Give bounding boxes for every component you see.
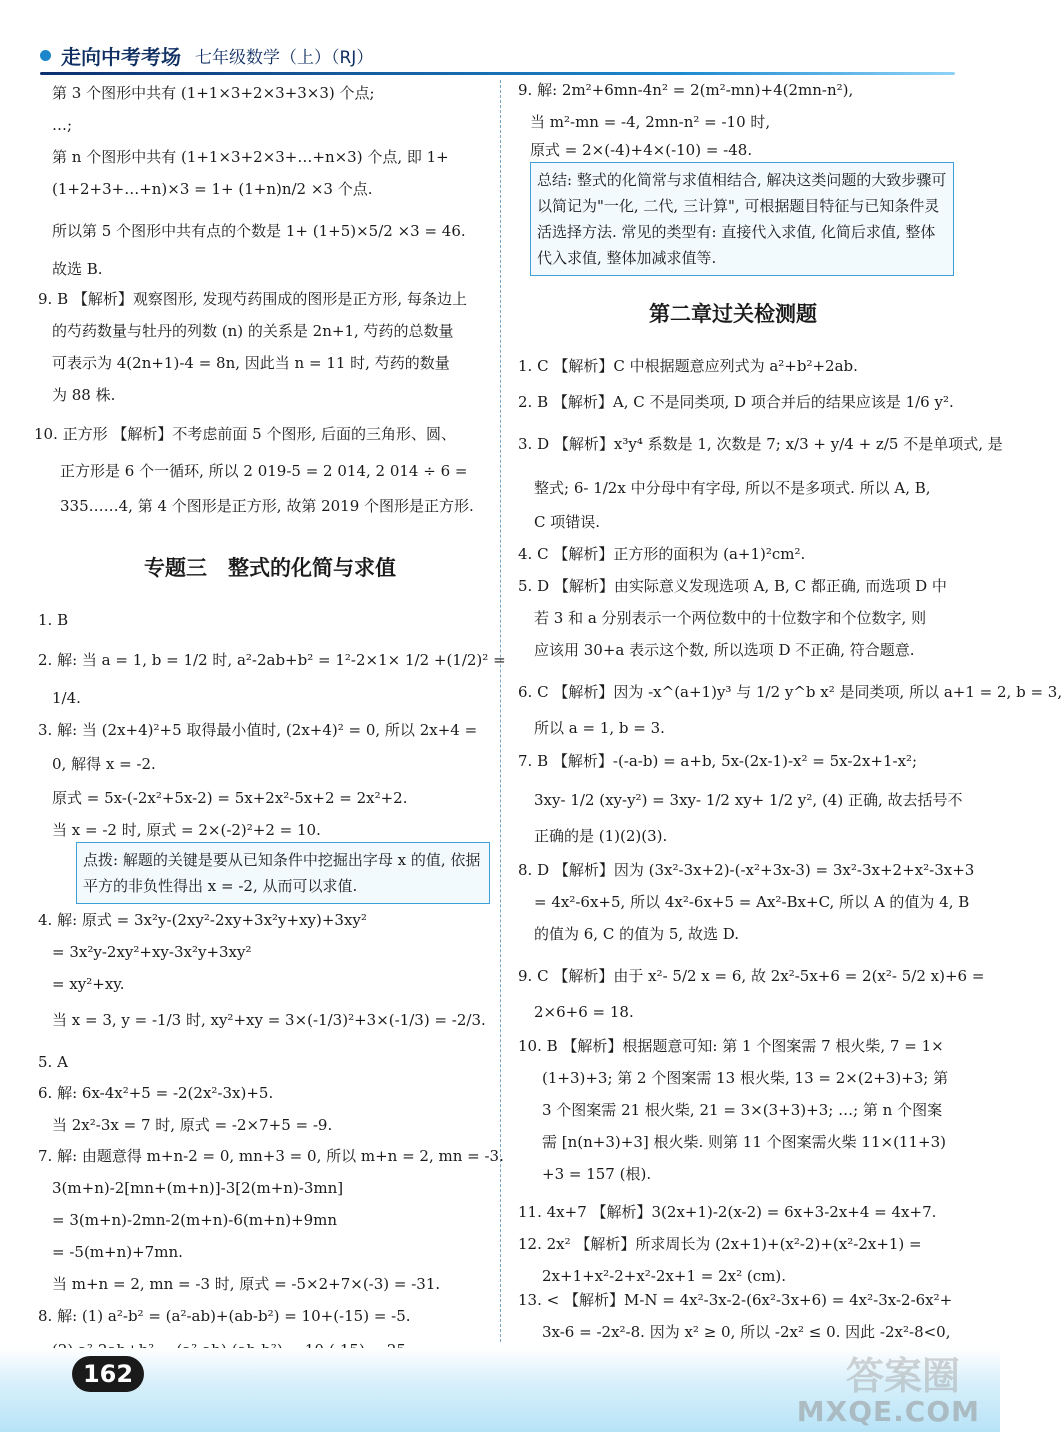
text-line: 应该用 30+a 表示这个数, 所以选项 D 不正确, 符合题意. (534, 641, 915, 659)
text-line: 6. 解: 6x-4x²+5 = -2(2x²-3x)+5. (38, 1084, 274, 1102)
text-line: C 项错误. (534, 513, 601, 531)
text-line: 9. C 【解析】由于 x²- 5/2 x = 6, 故 2x²-5x+6 = 2(x²- 5/2 x)+6 = (518, 967, 985, 985)
text-line: (1+3)+3; 第 2 个图案需 13 根火柴, 13 = 2×(2+3)+3; 第 (542, 1069, 949, 1087)
text-line: 3xy- 1/2 (xy-y²) = 3xy- 1/2 xy+ 1/2 y², (4) 正确, 故去括号不 (534, 791, 963, 809)
text-line: 原式 = 5x-(-2x²+5x-2) = 5x+2x²-5x+2 = 2x²+2. (52, 789, 408, 807)
text-line: 的值为 6, C 的值为 5, 故选 D. (534, 925, 739, 943)
page-header (40, 38, 960, 72)
text-line: 2x+1+x²-2+x²-2x+1 = 2x² (cm). (542, 1267, 786, 1285)
text-line: 8. 解: (1) a²-b² = (a²-ab)+(ab-b²) = 10+(-15) = -5. (38, 1307, 411, 1325)
section-heading: 第二章过关检测题 (649, 302, 817, 326)
text-line: 8. D 【解析】因为 (3x²-3x+2)-(-x²+3x-3) = 3x²-3x+2+x²-3x+3 (518, 861, 975, 879)
text-line: 4. C 【解析】正方形的面积为 (a+1)²cm². (518, 545, 806, 563)
text-line: 1/4. (52, 689, 81, 707)
text-line: 10. 正方形 【解析】不考虑前面 5 个图形, 后面的三角形、圆、 (34, 425, 457, 443)
text-line: = -5(m+n)+7mn. (52, 1243, 183, 1261)
text-line: 11. 4x+7 【解析】3(2x+1)-2(x-2) = 6x+3-2x+4 = 4x+7. (518, 1203, 937, 1221)
text-line: 需 [n(n+3)+3] 根火柴. 则第 11 个图案需火柴 11×(11+3) (542, 1133, 946, 1151)
book-title: 七年级数学（上）（RJ） (195, 47, 374, 68)
text-line: 为 88 株. (52, 386, 116, 404)
text-line: 故选 B. (52, 260, 103, 278)
text-line: 3(m+n)-2[mn+(m+n)]-3[2(m+n)-3mn] (52, 1179, 344, 1197)
text-line: 1. B (38, 611, 69, 629)
series-title: 走向中考考场 (61, 44, 181, 69)
bullet-icon (40, 50, 51, 61)
text-line: 第 3 个图形中共有 (1+1×3+2×3+3×3) 个点; (52, 84, 375, 102)
text-line: 2×6+6 = 18. (534, 1003, 634, 1021)
text-line: 9. 解: 2m²+6mn-4n² = 2(m²-mn)+4(2mn-n²), (518, 81, 854, 99)
text-line: 所以第 5 个图形中共有点的个数是 1+ (1+5)×5/2 ×3 = 46. (52, 222, 466, 240)
text-line: 2. 解: 当 a = 1, b = 1/2 时, a²-2ab+b² = 1²-2×1× 1/2 +(1/2)² = (38, 651, 506, 669)
text-line: 5. D 【解析】由实际意义发现选项 A, B, C 都正确, 而选项 D 中 (518, 577, 947, 595)
text-line: 7. B 【解析】-(-a-b) = a+b, 5x-(2x-1)-x² = 5x-2x+1-x²; (518, 752, 918, 770)
section-heading: 专题三 整式的化简与求值 (144, 556, 396, 580)
text-line: 4. 解: 原式 = 3x²y-(2xy²-2xy+3x²y+xy)+3xy² (38, 911, 367, 929)
text-line: …; (52, 116, 73, 134)
text-line: 正确的是 (1)(2)(3). (534, 827, 668, 845)
text-line: 3 个图案需 21 根火柴, 21 = 3×(3+3)+3; …; 第 n 个图案 (542, 1101, 943, 1119)
tip-box (76, 842, 490, 904)
text-line: 5. A (38, 1053, 68, 1071)
text-line: = 3(m+n)-2mn-2(m+n)-6(m+n)+9mn (52, 1211, 338, 1229)
text-line: 当 m²-mn = -4, 2mn-n² = -10 时, (530, 113, 771, 131)
text-line: = 3x²y-2xy²+xy-3x²y+3xy² (52, 943, 252, 961)
text-line: 1. C 【解析】C 中根据题意应列式为 a²+b²+2ab. (518, 357, 858, 375)
text-line: 7. 解: 由题意得 m+n-2 = 0, mn+3 = 0, 所以 m+n = 2, mn = -3. (38, 1147, 504, 1165)
text-line: (1+2+3+…+n)×3 = 1+ (1+n)n/2 ×3 个点. (52, 180, 373, 198)
text-line: 2. B 【解析】A, C 不是同类项, D 项合并后的结果应该是 1/6 y². (518, 393, 954, 411)
text-line: 12. 2x² 【解析】所求周长为 (2x+1)+(x²-2)+(x²-2x+1) = (518, 1235, 922, 1253)
text-line: 整式; 6- 1/2x 中分母中有字母, 所以不是多项式. 所以 A, B, (534, 479, 931, 497)
header-rule (40, 72, 955, 75)
text-line: 当 x = 3, y = -1/3 时, xy²+xy = 3×(-1/3)²+3×(-1/3) = -2/3. (52, 1011, 486, 1029)
watermark-logo: 答案圈 (845, 1354, 960, 1398)
text-line: 正方形是 6 个一循环, 所以 2 019-5 = 2 014, 2 014 ÷ 6 = (60, 462, 468, 480)
summary-text: 总结: 整式的化简常与求值相结合, 解决这类问题的大致步骤可以简记为"一化, 二代, 三计算", 可根据题目特征与已知条件灵活选择方法. 常见的类型有: 直接代入求值, 化简后求值, 整体代入求值, 整体加减求值等. (537, 171, 947, 267)
text-line: 所以 a = 1, b = 3. (534, 719, 665, 737)
text-line: 原式 = 2×(-4)+4×(-10) = -48. (530, 141, 753, 159)
text-line: 3. 解: 当 (2x+4)²+5 取得最小值时, (2x+4)² = 0, 所以 2x+4 = (38, 721, 478, 739)
summary-box (530, 162, 954, 276)
text-line: 3. D 【解析】x³y⁴ 系数是 1, 次数是 7; x/3 + y/4 + z/5 不是单项式, 是 (518, 435, 1003, 453)
text-line: 当 2x²-3x = 7 时, 原式 = -2×7+5 = -9. (52, 1116, 333, 1134)
text-line: 当 m+n = 2, mn = -3 时, 原式 = -5×2+7×(-3) = -31. (52, 1275, 441, 1293)
text-line: = 4x²-6x+5, 所以 4x²-6x+5 = Ax²-Bx+C, 所以 A 的值为 4, B (534, 893, 970, 911)
text-line: 的芍药数量与牡丹的列数 (n) 的关系是 2n+1, 芍药的总数量 (52, 322, 454, 340)
text-line: +3 = 157 (根). (542, 1165, 652, 1183)
text-line: 13. < 【解析】M-N = 4x²-3x-2-(6x²-3x+6) = 4x²-3x-2-6x²+ (518, 1291, 953, 1309)
text-line: 第 n 个图形中共有 (1+1×3+2×3+…+n×3) 个点, 即 1+ (52, 148, 449, 166)
text-line: 若 3 和 a 分别表示一个两位数中的十位数字和个位数字, 则 (534, 609, 927, 627)
text-line: 3x-6 = -2x²-8. 因为 x² ≥ 0, 所以 -2x² ≤ 0. 因此 -2x²-8<0, (542, 1323, 951, 1341)
text-line: 当 x = -2 时, 原式 = 2×(-2)²+2 = 10. (52, 821, 321, 839)
text-line: 可表示为 4(2n+1)-4 = 8n, 因此当 n = 11 时, 芍药的数量 (52, 354, 450, 372)
page-number: 162 (72, 1356, 144, 1392)
text-line: 0, 解得 x = -2. (52, 755, 156, 773)
watermark-url: MXQE.COM (796, 1395, 980, 1428)
text-line: 10. B 【解析】根据题意可知: 第 1 个图案需 7 根火柴, 7 = 1× (518, 1037, 944, 1055)
text-line: 9. B 【解析】观察图形, 发现芍药围成的图形是正方形, 每条边上 (38, 290, 467, 308)
text-line: 335……4, 第 4 个图形是正方形, 故第 2019 个图形是正方形. (60, 497, 474, 515)
tip-text: 点拨: 解题的关键是要从已知条件中挖掘出字母 x 的值, 依据平方的非负性得出 x = -2, 从而可以求值. (83, 851, 481, 895)
text-line: = xy²+xy. (52, 975, 125, 993)
text-line: 6. C 【解析】因为 -x^(a+1)y³ 与 1/2 y^b x² 是同类项, 所以 a+1 = 2, b = 3, (518, 683, 1062, 701)
